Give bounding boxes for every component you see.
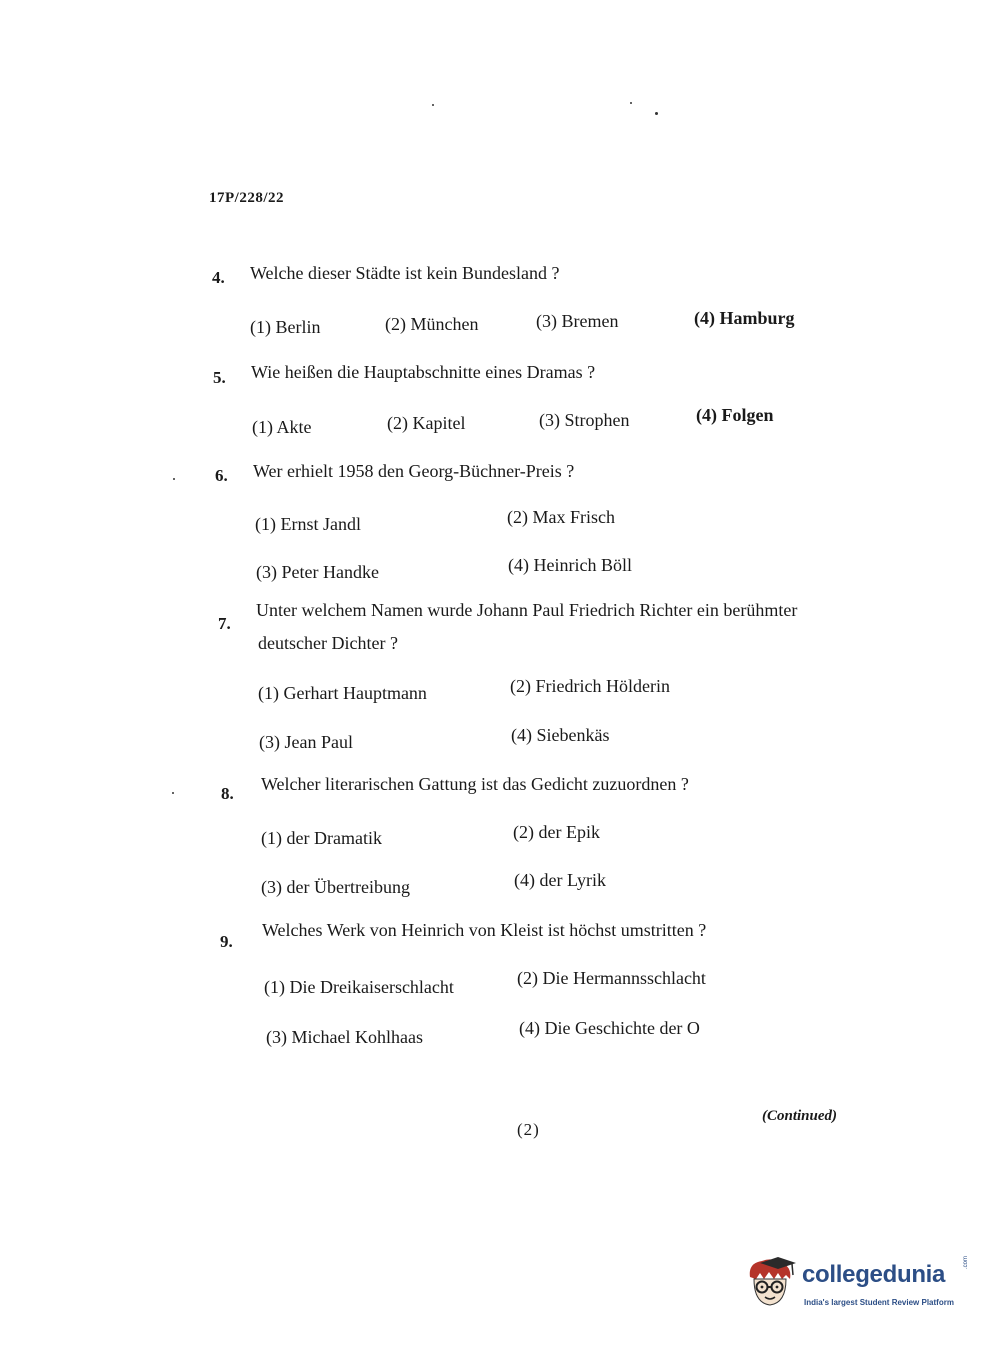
option: (1) Gerhart Hauptmann: [258, 683, 427, 703]
option: (4) Siebenkäs: [511, 725, 610, 745]
question-number: 6.: [215, 466, 228, 485]
option: (3) Bremen: [536, 311, 619, 331]
question-text: Welche dieser Städte ist kein Bundesland ?: [250, 263, 560, 283]
option: (4) der Lyrik: [514, 870, 606, 890]
question-text-line1: Unter welchem Namen wurde Johann Paul Friedrich Richter ein berühmter: [256, 600, 798, 620]
option: (3) Peter Handke: [256, 562, 379, 582]
question-number: 9.: [220, 932, 233, 951]
option: (1) der Dramatik: [261, 828, 382, 848]
question-number: 8.: [221, 784, 234, 803]
paper-code: 17P/228/22: [209, 190, 284, 206]
option: (2) München: [385, 314, 479, 334]
question-number: 4.: [212, 268, 225, 287]
option: (2) Friedrich Hölderin: [510, 676, 670, 696]
option: (4) Hamburg: [694, 308, 795, 328]
question-text: Wie heißen die Hauptabschnitte eines Dramas ?: [251, 362, 596, 382]
option: (1) Die Dreikaiserschlacht: [264, 977, 454, 997]
question-text: Welches Werk von Heinrich von Kleist ist höchst umstritten ?: [262, 920, 707, 940]
scan-speck: [172, 792, 174, 794]
option: (3) Michael Kohlhaas: [266, 1027, 423, 1047]
continued-label: (Continued): [762, 1108, 838, 1124]
option: (1) Akte: [252, 417, 312, 437]
option: (3) Strophen: [539, 410, 630, 430]
option: (2) der Epik: [513, 822, 600, 842]
option: (4) Folgen: [696, 405, 774, 425]
collegedunia-logo[interactable]: [742, 1253, 974, 1319]
option: (2) Kapitel: [387, 413, 466, 433]
option: (3) der Übertreibung: [261, 877, 410, 897]
scan-speck: [630, 102, 632, 104]
question-text: Wer erhielt 1958 den Georg-Büchner-Preis ?: [253, 461, 575, 481]
logo-suffix: .com: [963, 1255, 969, 1269]
mascot-icon: [742, 1255, 798, 1311]
option: (2) Max Frisch: [507, 507, 615, 527]
option: (1) Berlin: [250, 317, 321, 337]
logo-wordmark: collegedunia: [802, 1261, 946, 1288]
option: (1) Ernst Jandl: [255, 514, 361, 534]
option: (4) Die Geschichte der O: [519, 1018, 700, 1038]
option: (4) Heinrich Böll: [508, 555, 632, 575]
scan-speck: [173, 478, 175, 480]
question-text-line2: deutscher Dichter ?: [258, 633, 398, 653]
scan-speck: [655, 112, 658, 115]
question-number: 7.: [218, 614, 231, 633]
question-text: Welcher literarischen Gattung ist das Gedicht zuzuordnen ?: [261, 774, 689, 794]
option: (2) Die Hermannsschlacht: [517, 968, 706, 988]
logo-tagline: India's largest Student Review Platform: [804, 1298, 954, 1307]
page-number: (2): [517, 1120, 540, 1139]
scan-speck: [432, 104, 434, 106]
question-number: 5.: [213, 368, 226, 387]
option: (3) Jean Paul: [259, 732, 353, 752]
